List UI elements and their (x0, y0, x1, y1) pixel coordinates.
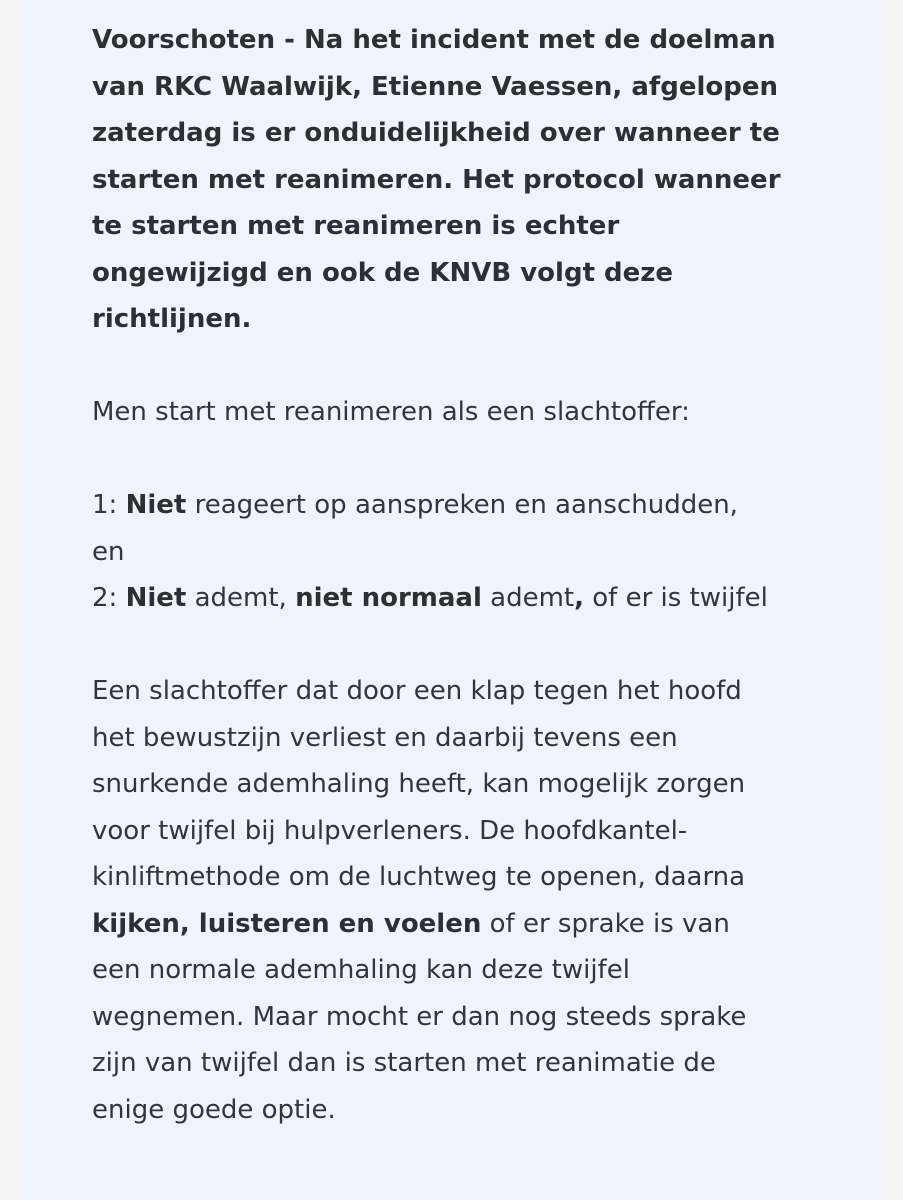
text: het bewustzijn verliest en daarbij tevens een (92, 722, 678, 753)
text-line (92, 529, 892, 576)
bold-text: niet normaal (295, 583, 482, 613)
paragraph-spacer (92, 622, 892, 669)
text-line (92, 715, 892, 762)
text-line (92, 482, 892, 529)
text: ademt (481, 583, 575, 613)
text: enige goede optie. (92, 1094, 336, 1125)
text: zijn van twijfel dan is starten met reanimatie de (92, 1048, 716, 1078)
text-line (92, 250, 892, 297)
text-line (92, 389, 892, 436)
text: Een slachtoffer dat door een klap tegen het hoofd (92, 676, 742, 706)
text-line (92, 901, 892, 948)
bold-text: Niet (125, 583, 187, 613)
bold-text: ongewijzigd en ook de KNVB volgt deze (92, 257, 674, 288)
text: wegnemen. Maar mocht er dan nog steeds sprake (92, 1001, 747, 1032)
bold-text: starten met reanimeren. Het protocol wanneer (92, 164, 781, 195)
text: kinliftmethode om de luchtweg te openen, daarna (92, 862, 746, 892)
text: snurkende ademhaling heeft, kan mogelijk zorgen (92, 769, 746, 799)
text: en (92, 536, 125, 567)
text: reageert op aanspreken en aanschudden, (186, 490, 738, 520)
text-line (92, 808, 892, 855)
article-paragraph (92, 482, 892, 622)
bold-text: Voorschoten - Na het incident met de doelman (92, 25, 776, 55)
text: 2: (92, 583, 126, 613)
text: ademt, (186, 583, 296, 613)
bold-text: zaterdag is er onduidelijkheid over wanneer te (92, 118, 780, 148)
text-line (92, 575, 892, 622)
text-line (92, 157, 892, 204)
article-panel (22, 0, 882, 1200)
text-line (92, 1087, 892, 1134)
article-paragraph (92, 389, 892, 436)
text-line (92, 947, 892, 994)
article-paragraph (92, 668, 892, 1133)
text: Men start met reanimeren als een slachtoffer: (92, 397, 690, 427)
text-line (92, 110, 892, 157)
bold-text: te starten met reanimeren is echter (92, 211, 620, 241)
text-line (92, 296, 892, 343)
bold-text: richtlijnen. (92, 304, 252, 334)
text-line (92, 994, 892, 1041)
article-body (92, 17, 892, 1133)
paragraph-spacer (92, 436, 892, 483)
text-line (92, 203, 892, 250)
text: 1: (92, 490, 126, 520)
text: of er is twijfel (584, 583, 768, 613)
bold-text: , (574, 583, 584, 613)
text-line (92, 854, 892, 901)
text-line (92, 17, 892, 64)
text: voor twijfel bij hulpverleners. De hoofdkantel- (92, 815, 688, 846)
text-line (92, 64, 892, 111)
bold-text: kijken, luisteren en voelen (92, 908, 482, 939)
text: een normale ademhaling kan deze twijfel (92, 955, 630, 985)
bold-text: Niet (125, 490, 187, 520)
text: of er sprake is van (481, 908, 730, 939)
text-line (92, 1040, 892, 1087)
text-line (92, 761, 892, 808)
paragraph-spacer (92, 343, 892, 390)
article-paragraph (92, 17, 892, 343)
text-line (92, 668, 892, 715)
bold-text: van RKC Waalwijk, Etienne Vaessen, afgelopen (92, 71, 778, 102)
